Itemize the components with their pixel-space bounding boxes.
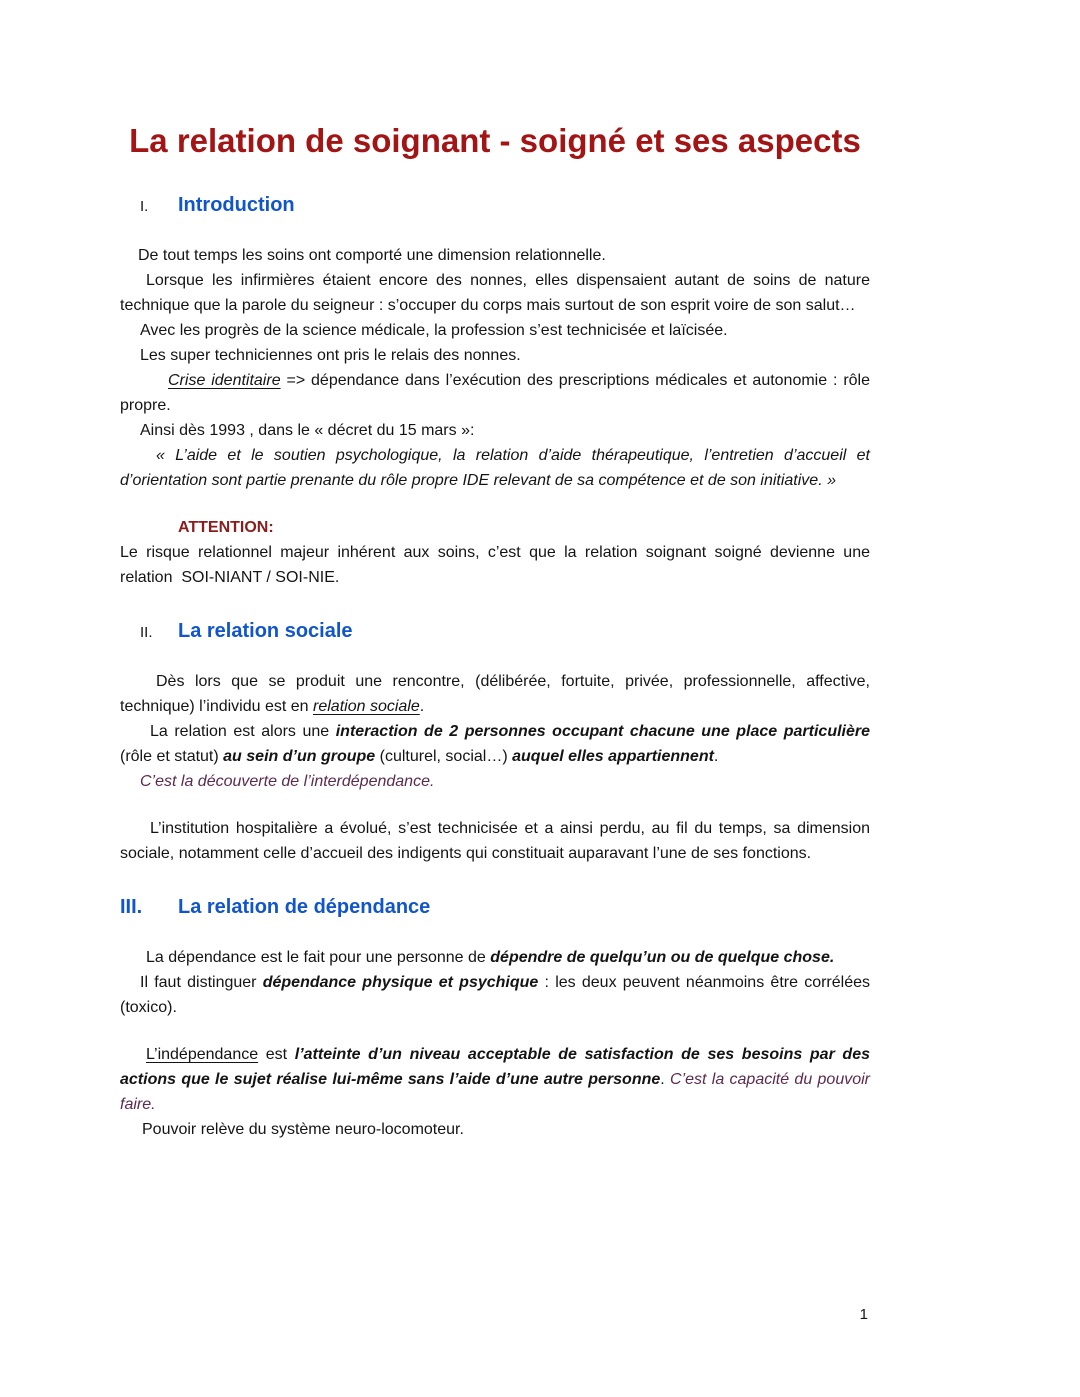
text-run: Il faut distinguer <box>140 974 263 991</box>
text-run: (rôle et statut) <box>120 748 224 765</box>
paragraph <box>120 418 870 443</box>
text-run: l’atteinte d’un niveau acceptable de satisfaction de ses besoins par des actions que le sujet réalise lui-même sans l’aide d’une autre personne <box>120 1046 871 1088</box>
text-run: . <box>660 1071 671 1088</box>
text-run: Crise identitaire <box>168 372 281 389</box>
document-blocks <box>120 194 870 1142</box>
paragraph <box>120 268 870 318</box>
paragraph <box>120 816 870 866</box>
heading-label: La relation de dépendance <box>178 896 431 918</box>
paragraph <box>120 669 870 719</box>
text-run: dépendance physique et psychique <box>262 974 539 991</box>
text-run: L’institution hospitalière a évolué, s’est technicisée et a ainsi perdu, au fil du temps, sa dimension sociale, notamment celle d’accueil des indigents qui constituait auparavant l’une de ses fonctions. <box>120 820 870 862</box>
text-run: « L’aide et le soutien psychologique, la relation d’aide thérapeutique, l’entretien d’accueil et d’orientation sont partie prenante du rôle propre IDE relevant de sa compétence et de son initiative. » <box>120 447 870 489</box>
page-number: 1 <box>859 1306 868 1323</box>
section-heading <box>120 896 870 919</box>
paragraph <box>120 243 870 268</box>
text-run: ATTENTION: <box>178 519 274 536</box>
paragraph <box>120 540 870 590</box>
text-run: au sein d’un groupe <box>223 748 376 765</box>
document-content <box>120 0 870 1142</box>
text-run: Ainsi dès 1993 , dans le « décret du 15 mars »: <box>140 422 475 439</box>
heading-numeral: II. <box>140 624 153 641</box>
text-run: Les super techniciennes ont pris le relais des nonnes. <box>140 347 521 364</box>
text-run: auquel elles appartiennent <box>512 748 714 765</box>
paragraph <box>120 515 870 540</box>
text-run: La dépendance est le fait pour une personne de <box>146 949 491 966</box>
text-run: : les deux peuvent néanmoins être corrélées (toxico). <box>120 974 871 1016</box>
text-run: C’est la découverte de l’interdépendance. <box>140 773 435 790</box>
paragraph <box>120 1117 870 1142</box>
text-run: => dépendance dans l’exécution des prescriptions médicales et autonomie : rôle propre. <box>120 372 871 414</box>
document-title: La relation de soignant - soigné et ses aspects <box>129 122 861 159</box>
text-run: dépendre de quelqu’un ou de quelque chose. <box>490 949 835 966</box>
paragraph <box>120 719 870 769</box>
text-run: Pouvoir relève du système neuro-locomoteur. <box>142 1121 464 1138</box>
paragraph <box>120 318 870 343</box>
paragraph <box>120 970 870 1020</box>
paragraph-spacer <box>120 493 870 515</box>
paragraph <box>120 443 870 493</box>
heading-label: La relation sociale <box>178 620 353 642</box>
text-run: Dès lors que se produit une rencontre, (délibérée, fortuite, privée, professionnelle, affective, technique) l’individu est en <box>120 673 870 715</box>
text-run: est <box>258 1046 295 1063</box>
text-run: relation sociale <box>313 698 420 715</box>
heading-numeral: I. <box>140 198 149 215</box>
paragraph-spacer <box>120 1020 870 1042</box>
paragraph <box>120 1042 870 1117</box>
text-run: De tout temps les soins ont comporté une dimension relationnelle. <box>138 247 606 264</box>
text-run: Avec les progrès de la science médicale, la profession s’est technicisée et laïcisée. <box>140 322 728 339</box>
section-heading <box>120 194 870 217</box>
section-heading <box>120 620 870 643</box>
heading-label: Introduction <box>178 194 295 216</box>
paragraph-spacer <box>120 794 870 816</box>
text-run: (culturel, social…) <box>375 748 513 765</box>
text-run: . <box>419 698 425 715</box>
text-run: La relation est alors une <box>150 723 336 740</box>
paragraph <box>120 945 870 970</box>
text-run: Lorsque les infirmières étaient encore des nonnes, elles dispensaient autant de soins de nature technique que la parole du seigneur : s’occuper du corps mais surtout de son esprit voire de son salut… <box>120 272 870 314</box>
heading-numeral: III. <box>120 896 143 918</box>
text-run: L’indépendance <box>146 1046 259 1063</box>
paragraph <box>120 343 870 368</box>
text-run: C’est la capacité du pouvoir faire. <box>120 1071 871 1113</box>
text-run: Le risque relationnel majeur inhérent aux soins, c’est que la relation soignant soigné devienne une relation SOI-NIANT / SOI-NIE. <box>120 544 870 586</box>
paragraph <box>120 769 870 794</box>
paragraph <box>120 368 870 418</box>
text-run: . <box>713 748 719 765</box>
text-run: interaction de 2 personnes occupant chacune une place particulière <box>335 723 871 740</box>
